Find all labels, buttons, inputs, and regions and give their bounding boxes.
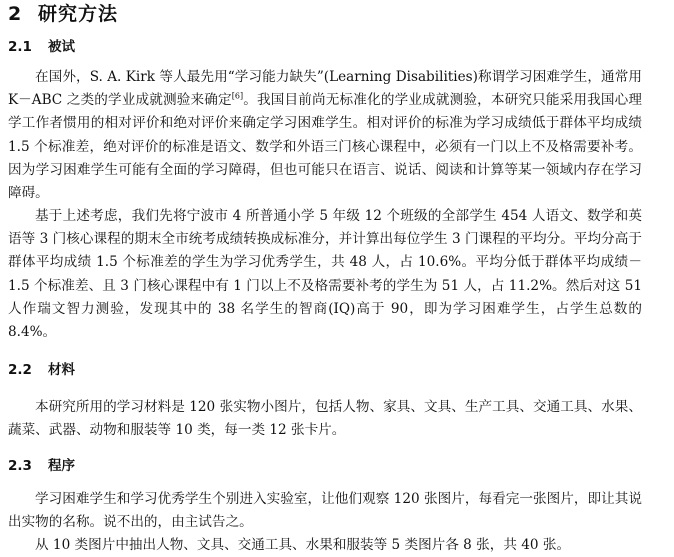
section-number: 2 <box>8 3 23 25</box>
paragraph-subjects-definition: 在国外，S. A. Kirk 等人最先用“学习能力缺失”(Learning Disabilities)称谓学习困难学生，通常用 K－ABC 之类的学业成就测验来确定[6]。我国目前尚无标准化的学业成就测验，本研究只能采用我国心理学工作者惯用的相对评价和绝对评价来确定学习困难学生。相对评价的标准为学习成绩低于群体平均成绩 1.5 个标准差，绝对评价的标准是语文、数学和外语三门核心课程中，必须有一门以上不及格需要补考。因为学习困难学生可能有全面的学习障碍，但也可能只在语言、说话、阅读和计算等某一领域内存在学习障碍。 <box>8 69 643 202</box>
subsection-heading-procedure <box>8 457 75 475</box>
subsection-number: 2.3 <box>8 458 32 474</box>
section-heading <box>8 2 118 26</box>
section-title: 研究方法 <box>38 3 119 25</box>
subsection-title: 材料 <box>48 362 75 378</box>
subsection-number: 2.2 <box>8 362 32 378</box>
subsection-heading-materials <box>8 361 75 379</box>
paragraph-subjects-selection: 基于上述考虑，我们先将宁波市 4 所普通小学 5 年级 12 个班级的全部学生 454 人语文、数学和英语等 3 门核心课程的期末全市统考成绩转换成标准分，并计算出每位学生 3 门课程的平均分。平均分高于群体平均成绩 1.5 个标准差的学生为学习优秀学生，共 48 人，占 10.6%。平均分低于群体平均成绩－1.5 个标准差、且 3 门核心课程中有 1 门以上不及格需要补考的学生为 51 人，占 11.2%。然后对这 51 人作瑞文智力测验，发现其中的 38 名学生的智商(IQ)高于 90，即为学习困难学生，占学生总数的 8.4%。 <box>8 208 642 341</box>
subsection-heading-subjects <box>8 38 75 56</box>
paragraph-materials: 本研究所用的学习材料是 120 张实物小图片，包括人物、家具、文具、生产工具、交通工具、水果、蔬菜、武器、动物和服装等 10 类，每一类 12 张卡片。 <box>8 399 642 439</box>
citation-ref: [6] <box>231 91 244 101</box>
subsection-title: 被试 <box>48 39 75 55</box>
paragraph-procedure-2: 从 10 类图片中抽出人物、文具、交通工具、水果和服装等 5 类图片各 8 张，共 40 张。 <box>35 537 571 553</box>
paragraph-procedure-1: 学习困难学生和学习优秀学生个别进入实验室，让他们观察 120 张图片，每看完一张图片，即让其说出实物的名称。说不出的，由主试告之。 <box>8 491 642 531</box>
subsection-number: 2.1 <box>8 39 32 55</box>
subsection-title: 程序 <box>48 458 75 474</box>
